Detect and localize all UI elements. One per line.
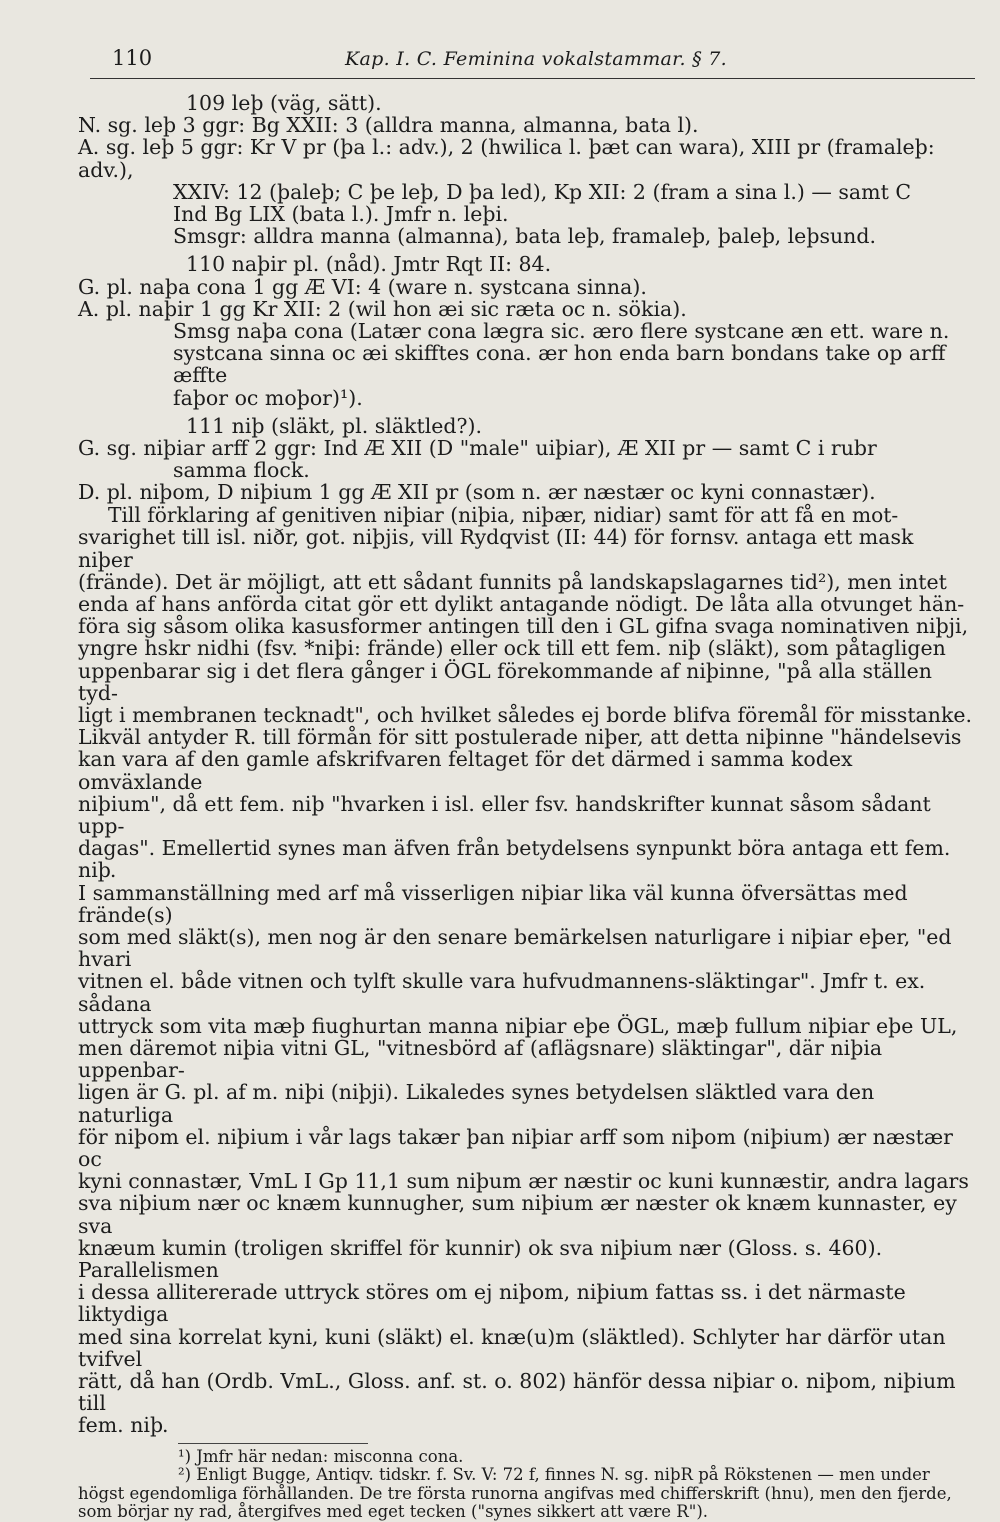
footnote-rule [178,1443,368,1444]
text-line: vitnen el. både vitnen och tylft skulle vara hufvudmannens-släktingar". Jmfr t. ex. sådana [78,969,926,1016]
text-line: Till förklaring af genitiven niþiar (niþia, niþær, nidiar) samt för att få en mot- [108,502,899,527]
text-line: G. sg. niþiar arff 2 ggr: Ind Æ XII (D "male" uiþiar), Æ XII pr — samt C i rubr [78,436,877,461]
text-line: (frände). Det är möjligt, att ett sådant funnits på landskapslagarnes tid²), men intet [78,569,947,594]
text-line: för niþom el. niþium i vår lags takær þan niþiar arff som niþom (niþium) ær næstær oc [78,1124,953,1172]
text-line: Smsg naþa cona (Latær cona lægra sic. æro flere systcane æn ett. ware n. [173,319,950,344]
text-line: enda af hans anförda citat gör ett dylikt antagande nödigt. De låta alla otvunget hän- [78,591,965,616]
text-line: systcana sinna oc æi skifftes cona. ær hon enda barn bondans take op arff æffte [173,341,946,388]
text-line: faþor oc moþor)¹). [173,385,363,410]
text-line: som med släkt(s), men nog är den senare bemärkelsen naturligare i niþiar eþer, "ed hvari [78,925,952,972]
text-line: ligen är G. pl. af m. niþi (niþji). Likaledes synes betydelsen släktled vara den naturliga [78,1080,875,1127]
text-line: svarighet till isl. niðr, got. niþjis, vill Rydqvist (II: 44) för fornsv. antaga ett mask niþer [78,525,914,572]
text-line: G. pl. naþa cona 1 gg Æ VI: 4 (ware n. systcana sinna). [78,274,647,299]
footnote-line: som börjar ny rad, återgifves med eget tecken ("synes sikkert att være R"). [78,1502,709,1522]
text-line: med sina korrelat kyni, kuni (släkt) el. knæ(u)m (släktled). Schlyter har därför utan tvifvel [78,1324,946,1371]
entry-heading: 109 leþ (väg, sätt). [186,91,382,115]
text-line: A. pl. naþir 1 gg Kr XII: 2 (wil hon æi sic ræta oc n. sökia). [78,296,687,321]
text-line: niþium", då ett fem. niþ "hvarken i isl. eller fsv. handskrifter kunnat såsom sådant upp- [78,791,931,838]
text-line: Smsgr: alldra manna (almanna), bata leþ, framaleþ, þaleþ, leþsund. [173,224,877,249]
text-line: fem. niþ. [78,1413,169,1438]
page-number: 110 [112,46,153,70]
text-line: föra sig såsom olika kasusformer antingen till den i GL gifna svaga nominativen niþji, [78,614,969,639]
text-line: N. sg. leþ 3 ggr: Bg XXII: 3 (alldra manna, almanna, bata l). [78,113,699,138]
text-line: knæum kumin (troligen skriffel för kunnir) ok sva niþium nær (Gloss. s. 460). Parallelismen [78,1235,883,1283]
footnote-line: ¹) Jmfr här nedan: misconna cona. [178,1446,464,1466]
page-header [90,46,975,79]
text-line: dagas". Emellertid synes man äfven från betydelsens synpunkt böra antaga ett fem. niþ. [78,836,951,883]
text-line: D. pl. niþom, D niþium 1 gg Æ XII pr (som n. ær næstær oc kyni connastær). [78,480,876,505]
text-line: kyni connastær, VmL I Gp 11,1 sum niþum ær næstir oc kuni kunnæstir, andra lagars [78,1169,969,1194]
text-line: ligt i membranen tecknadt", och hvilket således ej borde blifva föremål för misstanke. [78,702,973,727]
text-line: men däremot niþia vitni GL, "vitnesbörd af (aflägsnare) släktingar", där niþia uppenbar- [78,1036,883,1083]
text-line: yngre hskr nidhi (fsv. *niþi: frände) eller ock till ett fem. niþ (släkt), som påtagligen [78,636,946,661]
running-title: Kap. I. C. Feminina vokalstammar. § 7. [345,48,727,70]
text-line: Ind Bg LIX (bata l.). Jmfr n. leþi. [173,202,509,227]
footnote-line: högst egendomliga förhållanden. De tre första runorna angifvas med chifferskrift (hnu), men den fjerde, [78,1483,952,1503]
text-line: sva niþium nær oc knæm kunnugher, sum niþium ær næster ok knæm kunnaster, ey sva [78,1191,957,1238]
text-line: rätt, då han (Ordb. VmL., Gloss. anf. st. o. 802) hänför dessa niþiar o. niþom, niþium till [78,1369,956,1416]
text-line: A. sg. leþ 5 ggr: Kr V pr (þa l.: adv.), 2 (hwilica l. þæt can wara), XIII pr (framaleþ: adv.), [78,135,935,182]
text-line: XXIV: 12 (þaleþ; C þe leþ, D þa led), Kp XII: 2 (fram a sina l.) — samt C [173,179,912,204]
entry-heading: 110 naþir pl. (nåd). Jmtr Rqt II: 84. [186,252,552,277]
text-line: I sammanställning med arf må visserligen niþiar lika väl kunna öfversättas med frände(s) [78,880,908,927]
text-line: uppenbarar sig i det flera gånger i ÖGL förekommande af niþinne, "på alla ställen tyd- [78,658,932,705]
text-line: i dessa allitererade uttryck störes om ej niþom, niþium fattas ss. i det närmaste liktydiga [78,1280,906,1327]
footnote-line: ²) Enligt Bugge, Antiqv. tidskr. f. Sv. V: 72 f, finnes N. sg. niþR på Rökstenen — men under [178,1465,930,1485]
text-line: Likväl antyder R. till förmån för sitt postulerade niþer, att detta niþinne "händelsevis [78,725,962,750]
text-line: kan vara af den gamle afskrifvaren feltaget för det därmed i samma kodex omväxlande [78,747,853,794]
entry-heading: 111 niþ (släkt, pl. släktled?). [186,413,483,438]
body-text [78,88,973,1522]
text-line: uttryck som vita mæþ fiughurtan manna niþiar eþe ÖGL, mæþ fullum niþiar eþe UL, [78,1013,958,1038]
text-line: samma flock. [173,458,310,483]
